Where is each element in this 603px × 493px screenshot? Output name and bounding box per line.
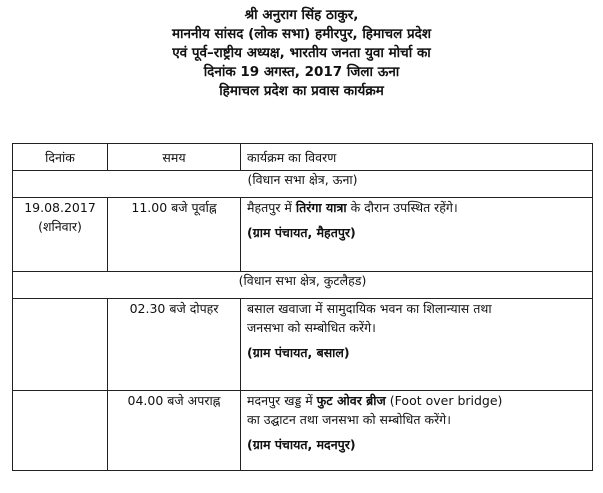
section-una: (विधान सभा क्षेत्र, ऊना)	[13, 171, 593, 198]
section-row	[13, 171, 593, 198]
event-date: 19.08.2017	[24, 200, 96, 215]
date-cell	[13, 299, 108, 391]
time-cell: 11.00 बजे पूर्वाह्न	[108, 198, 241, 272]
description-line	[247, 198, 586, 217]
header-description: कार्यक्रम का विवरण	[241, 144, 593, 171]
description-text: मैहतपुर में	[247, 200, 296, 215]
heading-designation: माननीय सांसद (लोक सभा) हमीरपुर, हिमाचल प्रदेश	[171, 26, 432, 42]
description-bold-text: तिरंगा यात्रा	[295, 200, 347, 215]
table-header-row	[13, 144, 593, 171]
time-cell: 02.30 बजे दोपहर	[108, 299, 241, 391]
description-text: (Foot over bridge)	[385, 393, 503, 408]
heading-name: श्री अनुराग सिंह ठाकुर,	[244, 7, 359, 23]
header-date: दिनांक	[13, 144, 108, 171]
venue-text: (ग्राम पंचायत, मैहतपुर)	[247, 225, 356, 240]
venue-text: (ग्राम पंचायत, बसाल)	[247, 345, 350, 360]
schedule-table	[12, 143, 593, 471]
time-cell: 04.00 बजे अपराह्न	[108, 391, 241, 471]
date-cell	[13, 391, 108, 471]
table-row	[13, 198, 593, 272]
date-cell	[13, 198, 108, 272]
table-row	[13, 391, 593, 471]
description-cell	[241, 299, 593, 391]
document-heading	[0, 6, 603, 101]
event-day: (शनिवार)	[38, 219, 82, 234]
heading-program-title: हिमाचल प्रदेश का प्रवास कार्यक्रम	[219, 83, 384, 99]
description-line: जनसभा को सम्बोधित करेंगे।	[247, 320, 376, 335]
header-time: समय	[108, 144, 241, 171]
description-cell	[241, 391, 593, 471]
description-text: मदनपुर खड्ड में	[247, 393, 317, 408]
description-bold-text: फुट ओवर ब्रीज	[316, 393, 386, 408]
description-text: के दौरान उपस्थित रहेंगे।	[346, 200, 458, 215]
heading-date-district: दिनांक 19 अगस्त, 2017 जिला ऊना	[203, 64, 400, 80]
section-row	[13, 272, 593, 299]
description-line	[247, 391, 586, 410]
description-cell	[241, 198, 593, 272]
venue-text: (ग्राम पंचायत, मदनपुर)	[247, 437, 356, 452]
description-line: का उद्घाटन तथा जनसभा को सम्बोधित करेंगे।	[247, 412, 451, 427]
section-kutlehar: (विधान सभा क्षेत्र, कुटलैहड)	[13, 272, 593, 299]
description-line: बसाल खवाजा में सामुदायिक भवन का शिलान्यास तथा	[247, 301, 492, 316]
heading-former-role: एवं पूर्व–राष्ट्रीय अध्यक्ष, भारतीय जनता युवा मोर्चा का	[172, 45, 431, 61]
table-row	[13, 299, 593, 391]
